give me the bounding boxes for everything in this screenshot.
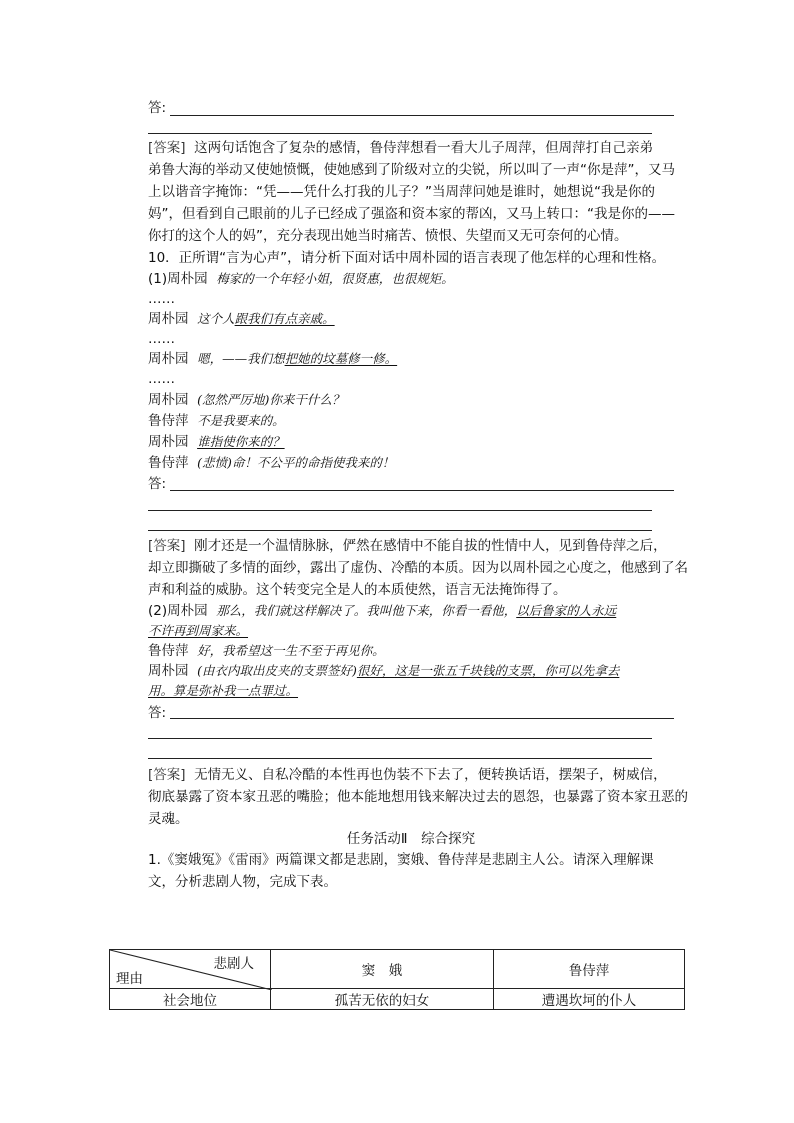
q10-1-answer-line-1: [答案] 刚才还是一个温情脉脉，俨然在感情中不能自拔的性情中人，见到鲁侍萍之后， <box>148 538 667 554</box>
table-header-row <box>110 950 685 989</box>
dialog-line: (2)周朴园 那么，我们就这样解决了。我叫他下来，你看一看他，以后鲁家的人永远 <box>148 603 617 619</box>
answer-line[interactable] <box>148 530 652 531</box>
answer-line[interactable] <box>148 738 652 739</box>
q9-answer-line-1: [答案] 这两句话饱含了复杂的感情，鲁侍萍想看一看大儿子周萍，但周萍打自己亲弟 <box>148 140 654 156</box>
dialog-line: 周朴园 这个人跟我们有点亲戚。 <box>148 311 335 327</box>
answer-line[interactable] <box>170 490 674 491</box>
dialog-line: …… <box>148 371 175 387</box>
q10-1-answer-line-3: 声和利益的威胁。这个转变完全是人的本质使然，语言无法掩饰得了。 <box>148 582 567 598</box>
dialog-line: 周朴园 (由衣内取出皮夹的支票签好)很好，这是一张五千块钱的支票，你可以先拿去 <box>148 663 620 679</box>
table-cell[interactable]: 遭遇坎坷的仆人 <box>494 989 685 1010</box>
analysis-table <box>109 949 685 1010</box>
corner-bottom-label: 理由 <box>116 971 143 987</box>
q9-answer-line-4: 妈”，但看到自己眼前的儿子已经成了强盗和资本家的帮凶，又马上转口：“我是你的—— <box>148 206 675 222</box>
table-header-cell: 鲁侍萍 <box>494 950 685 989</box>
q9-answer-line-3: 上以谐音字掩饰：“凭——凭什么打我的儿子？”当周萍问她是谁时，她想说“我是你的 <box>148 184 655 200</box>
q9-answer-prefix: 答: <box>148 100 167 116</box>
dialog-line: …… <box>148 331 175 347</box>
corner-top-label: 悲剧人 <box>213 956 254 972</box>
dialog-line: 鲁侍萍 (悲愤)命！不公平的命指使我来的！ <box>148 455 395 471</box>
answer-line[interactable] <box>148 510 652 511</box>
task2-heading: 任务活动Ⅱ 综合探究 <box>346 831 476 847</box>
q10-2-answer-prefix: 答: <box>148 705 167 721</box>
q10-prompt: 10．正所谓“言为心声”，请分析下面对话中周朴园的语言表现了他怎样的心理和性格。 <box>148 250 666 266</box>
dialog-line: 不许再到周家来。 <box>148 623 249 638</box>
answer-line[interactable] <box>170 718 674 719</box>
q10-2-answer-line-2: 彻底暴露了资本家丑恶的嘴脸；他本能地想用钱来解决过去的恩怨，也暴露了资本家丑恶的 <box>148 789 688 805</box>
q9-answer-line-5: 你打的这个人的妈”，充分表现出她当时痛苦、愤恨、失望而又无可奈何的心情。 <box>148 228 628 244</box>
dialog-line: …… <box>148 291 175 307</box>
q9-answer-line-2: 弟鲁大海的举动又使她愤慨，使她感到了阶级对立的尖锐，所以叫了一声“你是萍”，又马 <box>148 162 675 178</box>
answer-line[interactable] <box>170 115 674 116</box>
dialog-line: 鲁侍萍 不是我要来的。 <box>148 413 285 429</box>
dialog-line: 用。算是弥补我一点罪过。 <box>148 683 299 698</box>
table-row-label: 社会地位 <box>110 989 271 1010</box>
q10-1-answer-line-2: 却立即撕破了多情的面纱，露出了虚伪、冷酷的本质。因为以周朴园之心度之，他感到了名 <box>148 560 688 576</box>
task2-q1-line-2: 文，分析悲剧人物，完成下表。 <box>148 874 337 890</box>
q10-1-answer-prefix: 答: <box>148 476 167 492</box>
dialog-line: 周朴园 (忽然严厉地)你来干什么？ <box>148 392 345 408</box>
answer-line[interactable] <box>148 133 652 134</box>
table-header-cell: 窦 娥 <box>271 950 494 989</box>
table-row <box>110 989 685 1010</box>
table-corner-cell <box>110 950 271 989</box>
table-cell[interactable]: 孤苦无依的妇女 <box>271 989 494 1010</box>
dialog-line: (1)周朴园 梅家的一个年轻小姐，很贤惠，也很规矩。 <box>148 271 454 287</box>
dialog-line: 鲁侍萍 好，我希望这一生不至于再见你。 <box>148 643 385 659</box>
dialog-line: 周朴园 谁指使你来的？ <box>148 434 285 450</box>
q10-2-answer-line-1: [答案] 无情无义、自私冷酷的本性再也伪装不下去了，便转换话语，摆架子，树威信， <box>148 767 667 783</box>
answer-line[interactable] <box>148 758 652 759</box>
dialog-line: 周朴园 嗯，——我们想把她的坟墓修一修。 <box>148 351 398 367</box>
q10-2-answer-line-3: 灵魂。 <box>148 811 189 827</box>
task2-q1-line-1: 1.《窦娥冤》《雷雨》两篇课文都是悲剧，窦娥、鲁侍萍是悲剧主人公。请深入理解课 <box>148 852 654 868</box>
